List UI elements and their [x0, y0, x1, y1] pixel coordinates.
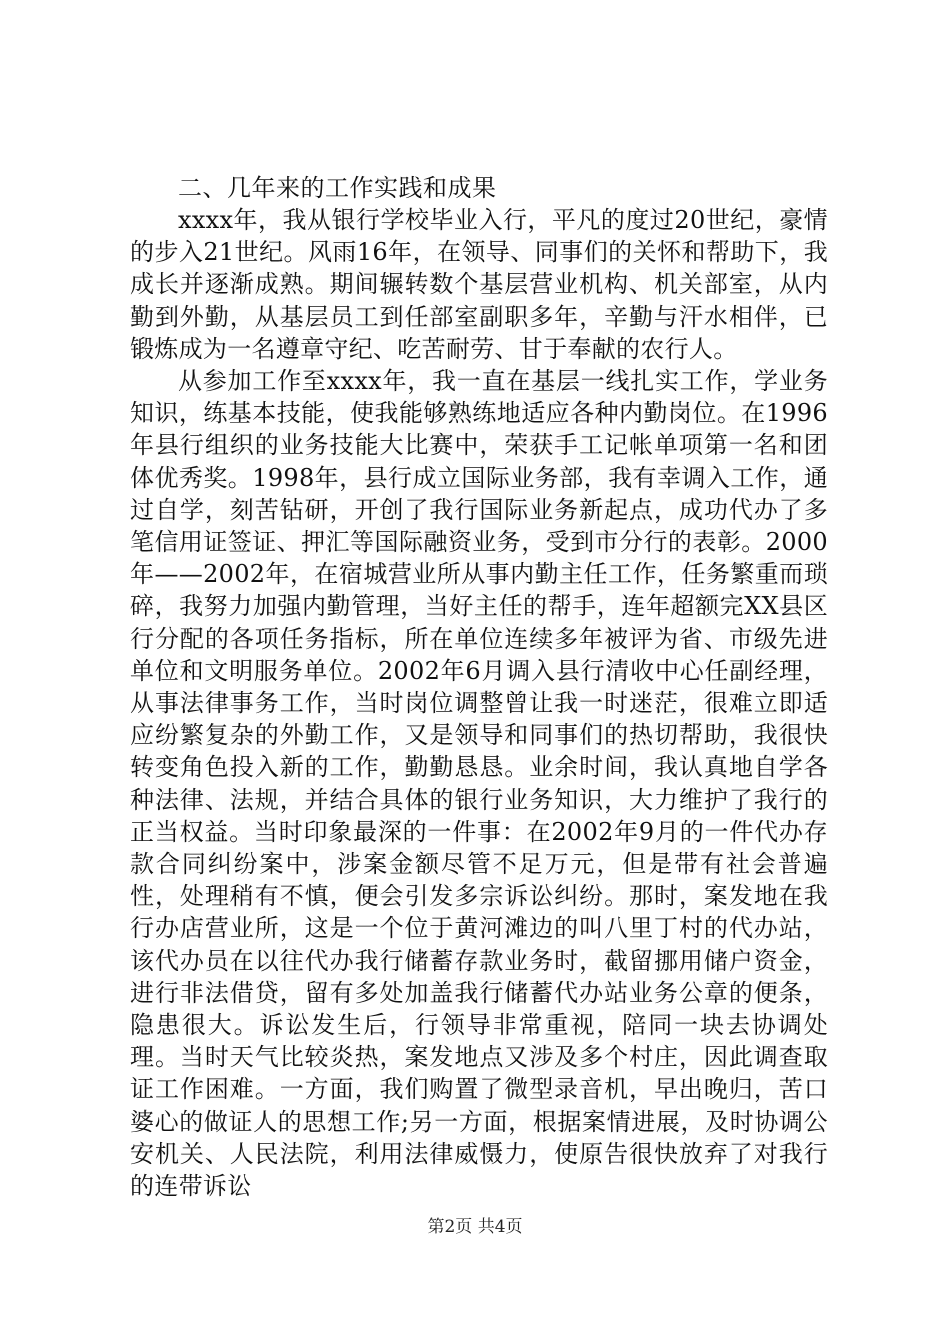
document-body	[130, 172, 828, 1202]
paragraph-1: xxxx年，我从银行学校毕业入行，平凡的度过20世纪，豪情的步入21世纪。风雨16年，在领导、同事们的关怀和帮助下，我成长并逐渐成熟。期间辗转数个基层营业机构、机关部室，从内勤到外勤，从基层员工到任部室副职多年，辛勤与汗水相伴，已锻炼成为一名遵章守纪、吃苦耐劳、甘于奉献的农行人。	[130, 206, 828, 363]
section-heading: 二、几年来的工作实践和成果	[178, 174, 497, 202]
paragraph-2: 从参加工作至xxxx年，我一直在基层一线扎实工作，学业务知识，练基本技能，使我能够熟练地适应各种内勤岗位。在1996年县行组织的业务技能大比赛中，荣获手工记帐单项第一名和团体优秀奖。1998年，县行成立国际业务部，我有幸调入工作，通过自学，刻苦钻研，开创了我行国际业务新起点，成功代办了多笔信用证签证、押汇等国际融资业务，受到市分行的表彰。2000年——2002年，在宿城营业所从事内勤主任工作，任务繁重而琐碎，我努力加强内勤管理，当好主任的帮手，连年超额完XX县区行分配的各项任务指标，所在单位连续多年被评为省、市级先进单位和文明服务单位。2002年6月调入县行清收中心任副经理，从事法律事务工作，当时岗位调整曾让我一时迷茫，很难立即适应纷繁复杂的外勤工作，又是领导和同事们的热切帮助，我很快转变角色投入新的工作，勤勤恳恳。业余时间，我认真地自学各种法律、法规，并结合具体的银行业务知识，大力维护了我行的正当权益。当时印象最深的一件事：在2002年9月的一件代办存款合同纠纷案中，涉案金额尽管不足万元，但是带有社会普遍性，处理稍有不慎，便会引发多宗诉讼纠纷。那时，案发地在我行办店营业所，这是一个位于黄河滩边的叫八里丁村的代办站，该代办员在以往代办我行储蓄存款业务时，截留挪用储户资金，进行非法借贷，留有多处加盖我行储蓄代办站业务公章的便条，隐患很大。诉讼发生后，行领导非常重视，陪同一块去协调处理。当时天气比较炎热，案发地点又涉及多个村庄，因此调查取证工作困难。一方面，我们购置了微型录音机，早出晚归，苦口婆心的做证人的思想工作;另一方面，根据案情进展，及时协调公安机关、人民法院，利用法律威慑力，使原告很快放弃了对我行的连带诉讼	[130, 367, 828, 1201]
page-footer: 第2页 共4页	[427, 1217, 523, 1237]
